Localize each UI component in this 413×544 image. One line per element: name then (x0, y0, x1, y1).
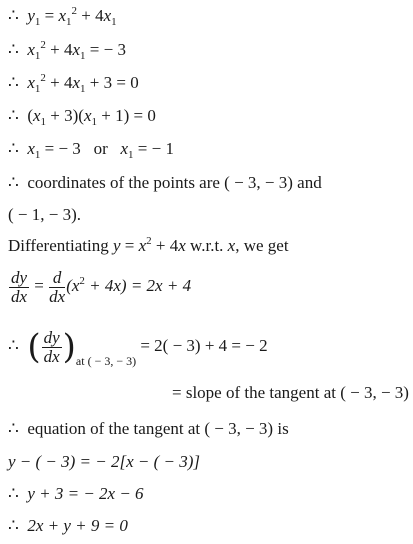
equation-line-13: y − ( − 3) = − 2[x − ( − 3)] (8, 452, 201, 471)
dy-dx-fraction: $\frac{dy}{dx}$ (43, 327, 60, 366)
text-line-coordinates: ∴ coordinates of the points are ( − 3, − 3) and (8, 173, 322, 192)
text-line-equation-of-tangent: ∴ equation of the tangent at ( − 3, − 3) is (8, 419, 289, 438)
equation-line-15: ∴ 2x + y + 9 = 0 (8, 516, 128, 535)
slope-evaluation-line: ∴ ( $\frac{dy}{dx}$ )$_{at ( - 3, - 3)} = 2( - 3) + 4$ = − 2 (8, 327, 268, 368)
text-line-differentiating: Differentiating $y = x^2 + 4x$ w.r.t. x, we get (8, 235, 289, 255)
equation-line-1: ∴ $y_1 = x_1^2 + 4x_1$ (8, 5, 117, 28)
therefore-symbol: ∴ (8, 6, 19, 25)
text-line-slope-of-tangent: = slope of the tangent at ( − 3, − 3) (172, 383, 409, 402)
equation-line-4: ∴ $(x_1 + 3)(x_1 + 1) = 0$ (8, 106, 156, 128)
text-line-coordinates-cont: ( − 1, − 3). (8, 205, 81, 224)
derivative-line: $\frac{dy}{dx}$ = $\frac{d}{dx}$ $(x^2 + 4x) = 2x + 4$ (11, 267, 192, 306)
dy-dx-fraction: $\frac{dy}{dx}$ (11, 267, 28, 306)
equation-line-3: ∴ $x_1^2 + 4x_1 + 3 = 0$ (8, 72, 139, 95)
equation-line-5: ∴ $x_1$ = − 3 or $x_1$ = − 1 (8, 139, 174, 161)
d-dx-fraction: $\frac{d}{dx}$ (49, 267, 66, 306)
equation-line-2: ∴ $x_1^2 + 4x_1$ = − 3 (8, 39, 126, 62)
equation-line-14: ∴ y + 3 = − 2x − 6 (8, 484, 144, 503)
